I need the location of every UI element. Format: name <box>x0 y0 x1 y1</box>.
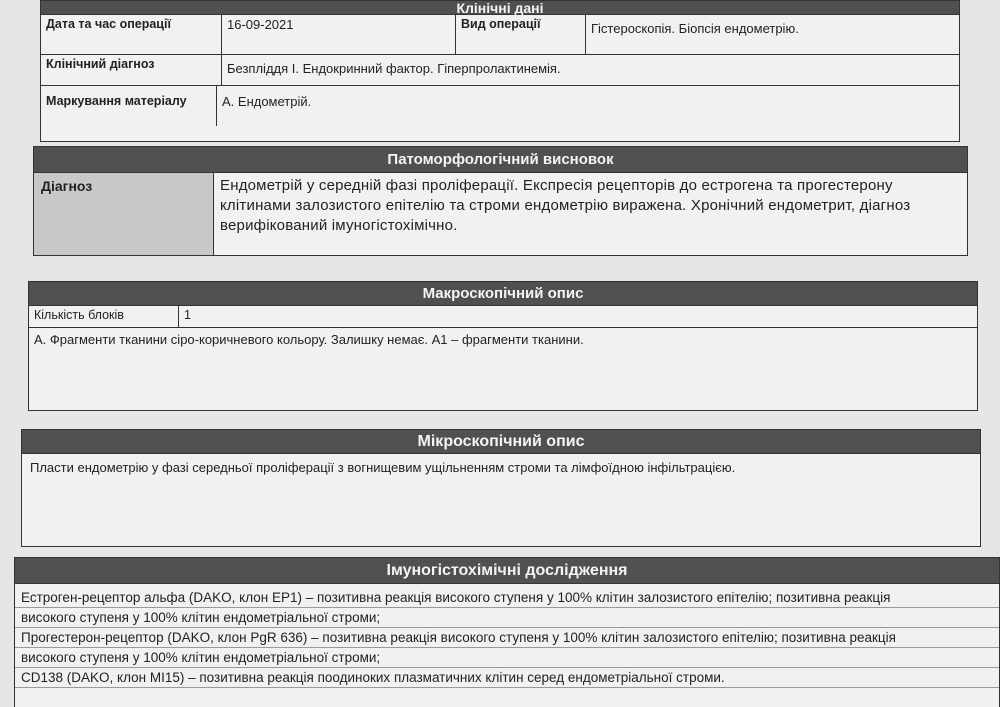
clinical-data-title: Клінічні дані <box>41 1 959 15</box>
clinical-diagnosis-value: Безпліддя І. Ендокринний фактор. Гіперпролактинемія. <box>227 61 561 76</box>
conclusion-title: Патоморфологічний висновок <box>34 147 967 173</box>
ihc-results <box>15 584 999 688</box>
date-value: 16-09-2021 <box>222 15 456 54</box>
micro-description-row <box>22 454 980 546</box>
clinical-data-section <box>40 0 960 142</box>
micro-section <box>21 429 981 547</box>
blocks-value: 1 <box>184 308 191 322</box>
ihc-section <box>14 557 1000 707</box>
op-type-label: Вид операції <box>456 15 586 54</box>
ihc-line: високого ступеня у 100% клітин ендометріальної строми; <box>15 648 999 668</box>
marking-label: Маркування матеріалу <box>41 86 217 126</box>
micro-description: Пласти ендометрію у фазі середньої проліферації з вогнищевим ущільненням строми та лімфоїдною інфільтрацією. <box>30 460 736 475</box>
marking-row <box>41 86 959 126</box>
diagnosis-label: Діагноз <box>34 173 214 255</box>
ihc-title: Імуногістохімічні дослідження <box>15 558 999 584</box>
diagnosis-text: Ендометрій у середній фазі проліферації. Експресія рецепторів до естрогена та прогестерону клітинами залозистого епітелію та строми ендометрію виражена. Хронічний ендометрит, діагноз верифікований імуногістохімічно. <box>220 177 911 234</box>
conclusion-section <box>33 146 968 256</box>
ihc-line: високого ступеня у 100% клітин ендометріальної строми; <box>15 608 999 628</box>
ihc-line: Естроген-рецептор альфа (DAKO, клон EP1) – позитивна реакція високого ступеня у 100% клітин залозистого епітелію; позитивна реакція <box>15 588 999 608</box>
ihc-line: CD138 (DAKO, клон MI15) – позитивна реакція поодиноких плазматичних клітин серед ендометріальної строми. <box>15 668 999 688</box>
date-row <box>41 15 959 55</box>
clinical-diagnosis-row <box>41 55 959 86</box>
date-label: Дата та час операції <box>41 15 222 54</box>
marking-value: А. Ендометрій. <box>222 94 312 109</box>
clinical-diagnosis-label: Клінічний діагноз <box>41 55 222 85</box>
ihc-line: Прогестерон-рецептор (DAKO, клон PgR 636) – позитивна реакція високого ступеня у 100% клітин залозистого епітелію; позитивна реакція <box>15 628 999 648</box>
macro-title: Макроскопічний опис <box>29 282 977 306</box>
blocks-label: Кількість блоків <box>29 306 179 327</box>
macro-description: А. Фрагменти тканини сіро-коричневого кольору. Залишку немає. А1 – фрагменти тканини. <box>34 332 584 347</box>
micro-title: Мікроскопічний опис <box>22 430 980 454</box>
macro-description-row <box>29 328 977 410</box>
macro-section <box>28 281 978 411</box>
blocks-row <box>29 306 977 328</box>
diagnosis-row <box>34 173 967 255</box>
op-type-value: Гістероскопія. Біопсія ендометрію. <box>591 21 799 36</box>
